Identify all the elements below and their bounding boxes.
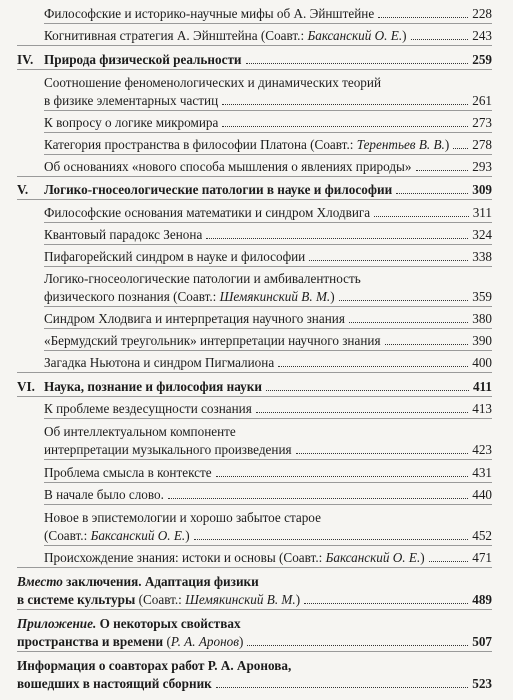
dot-leader <box>247 645 468 646</box>
entry-title: Загадка Ньютона и синдром Пигмалиона <box>44 355 275 370</box>
entry-title: Об интеллектуальном компоненте <box>44 424 236 439</box>
entry-title: физического познания (Соавт.: <box>44 289 220 304</box>
toc-entry <box>44 247 492 265</box>
toc-entry: Когнитивная стратегия А. Эйнштейна (Соавт.: Баксанский О. Е.) 243 <box>44 28 492 43</box>
dot-leader <box>206 238 468 239</box>
section-title: пространства и времени <box>17 634 164 649</box>
coauthors-info-continuation <box>17 674 492 692</box>
dot-leader <box>396 193 468 194</box>
section-number: V. <box>17 182 29 197</box>
section-heading <box>17 180 492 198</box>
coauthor: Терентьев В. В. <box>356 137 445 152</box>
section-heading <box>17 377 492 395</box>
entry-title: интерпретации музыкального произведения <box>44 442 292 457</box>
section-title: О некоторых свойствах <box>96 616 241 631</box>
dot-leader <box>246 63 469 64</box>
entry-title: Проблема смысла в контексте <box>44 465 212 480</box>
entry-title: Логико-гносеологические патологии и амбивалентность <box>44 271 361 286</box>
page-number: 311 <box>472 205 492 220</box>
dot-leader <box>309 260 468 261</box>
toc-entry <box>44 353 492 371</box>
section-title: Природа физической реальности <box>44 52 242 67</box>
page-number: 293 <box>472 159 492 174</box>
closing-section-heading <box>17 572 492 590</box>
toc-entry <box>44 508 492 526</box>
closing-section-continuation: в системе культуры (Соавт.: Шемякинский В. М.) 489 <box>17 592 492 607</box>
dot-leader <box>304 603 468 604</box>
page-number: 489 <box>472 592 492 607</box>
page-number: 471 <box>472 550 492 565</box>
toc-entry-continuation <box>44 440 492 458</box>
section-title: вошедших в настоящий сборник <box>17 676 212 691</box>
toc-entry: Категория пространства в философии Платона (Соавт.: Терентьев В. В.) 278 <box>44 137 492 152</box>
page-number: 523 <box>472 676 492 691</box>
dot-leader <box>222 104 468 105</box>
dot-leader <box>374 216 469 217</box>
entry-title: В начале было слово. <box>44 487 164 502</box>
entry-title: Квантовый парадокс Зенона <box>44 227 203 242</box>
entry-title: в физике элементарных частиц <box>44 93 219 108</box>
page-number: 390 <box>472 333 492 348</box>
entry-title: Философские основания математики и синдром Хлодвига <box>44 205 371 220</box>
toc-entry <box>44 309 492 327</box>
dot-leader <box>385 344 469 345</box>
entry-title: Когнитивная стратегия А. Эйнштейна (Соавт.: <box>44 28 308 43</box>
entry-title: Происхождение знания: истоки и основы (Соавт.: <box>44 550 326 565</box>
page-number: 452 <box>472 528 492 543</box>
entry-title: Новое в эпистемологии и хорошо забытое старое <box>44 510 321 525</box>
toc-entry <box>44 73 492 91</box>
toc-entry-continuation: (Соавт.: Баксанский О. Е.) 452 <box>44 528 492 543</box>
dot-leader <box>256 412 468 413</box>
entry-title: «Бермудский треугольник» интерпретации научного знания <box>44 333 381 348</box>
section-number: VI. <box>17 379 35 394</box>
page-number: 273 <box>472 115 492 130</box>
coauthor: Шемякинский В. М. <box>219 289 331 304</box>
dot-leader <box>378 17 468 18</box>
toc-entry <box>44 4 492 22</box>
coauthor: Баксанский О. Е. <box>325 550 421 565</box>
toc-entry <box>44 485 492 503</box>
entry-title: (Соавт.: <box>44 528 91 543</box>
dot-leader <box>296 453 469 454</box>
dot-leader <box>349 322 468 323</box>
appendix-continuation: пространства и времени (Р. А. Аронов) 507 <box>17 634 492 649</box>
coauthor: Баксанский О. Е. <box>90 528 186 543</box>
section-title: Наука, познание и философия науки <box>44 379 262 394</box>
entry-title: Соотношение феноменологических и динамических теорий <box>44 75 382 90</box>
toc-entry-continuation: физического познания (Соавт.: Шемякинский В. М.) 359 <box>44 289 492 304</box>
section-title: в системе культуры <box>17 592 136 607</box>
entry-title: К проблеме вездесущности сознания <box>44 401 252 416</box>
dot-leader <box>416 170 469 171</box>
toc-entry <box>44 269 492 287</box>
section-number: IV. <box>17 52 34 67</box>
page-number: 411 <box>472 379 492 394</box>
entry-title: Философские и историко-научные мифы об А. Эйнштейне <box>44 6 375 21</box>
section-title: Информация о соавторах работ Р. А. Аронова, <box>17 658 292 673</box>
entry-title: Об основаниях «нового способа мышления о явлениях природы» <box>44 159 412 174</box>
toc-entry: Происхождение знания: истоки и основы (Соавт.: Баксанский О. Е.) 471 <box>44 550 492 565</box>
appendix-heading <box>17 614 492 632</box>
page-number: 278 <box>472 137 492 152</box>
dot-leader <box>216 687 468 688</box>
dot-leader <box>278 366 468 367</box>
toc-entry <box>44 203 492 221</box>
dot-leader <box>222 126 468 127</box>
page-number: 413 <box>472 401 492 416</box>
entry-title: К вопросу о логике микромира <box>44 115 219 130</box>
toc-entry <box>44 225 492 243</box>
page-number: 228 <box>472 6 492 21</box>
section-title: Логико-гносеологические патологии в науке и философии <box>44 182 393 197</box>
dot-leader <box>411 39 469 40</box>
page-number: 380 <box>472 311 492 326</box>
page-number: 440 <box>472 487 492 502</box>
dot-leader <box>216 476 469 477</box>
toc-entry-continuation <box>44 91 492 109</box>
page-number: 261 <box>472 93 492 108</box>
coauthor: Баксанский О. Е. <box>307 28 403 43</box>
page-number: 259 <box>472 52 492 67</box>
page-number: 309 <box>472 182 492 197</box>
heading-lead: Приложение. <box>17 616 97 631</box>
toc-entry <box>44 399 492 417</box>
page-number: 338 <box>472 249 492 264</box>
entry-title: Синдром Хлодвига и интерпретация научного знания <box>44 311 345 326</box>
dot-leader <box>453 148 468 149</box>
toc-entry <box>44 113 492 131</box>
toc-entry <box>44 331 492 349</box>
section-title: заключения. Адаптация физики <box>62 574 259 589</box>
page-number: 400 <box>472 355 492 370</box>
page-number: 359 <box>472 289 492 304</box>
dot-leader <box>168 498 468 499</box>
page-number: 431 <box>472 465 492 480</box>
entry-title: Категория пространства в философии Платона (Соавт.: <box>44 137 357 152</box>
toc-entry <box>44 463 492 481</box>
author: Р. А. Аронов <box>170 634 239 649</box>
coauthor: Шемякинский В. М. <box>185 592 296 607</box>
section-heading <box>17 50 492 68</box>
toc-entry <box>44 157 492 175</box>
dot-leader <box>266 390 469 391</box>
coauthors-info-heading <box>17 656 492 674</box>
page-number: 243 <box>472 28 492 43</box>
page-number: 423 <box>472 442 492 457</box>
entry-title: Пифагорейский синдром в науке и философии <box>44 249 306 264</box>
toc-entry <box>44 422 492 440</box>
dot-leader <box>194 539 469 540</box>
page-number: 324 <box>472 227 492 242</box>
page-number: 507 <box>472 634 492 649</box>
dot-leader <box>339 300 469 301</box>
heading-lead: Вместо <box>17 574 63 589</box>
dot-leader <box>429 561 469 562</box>
